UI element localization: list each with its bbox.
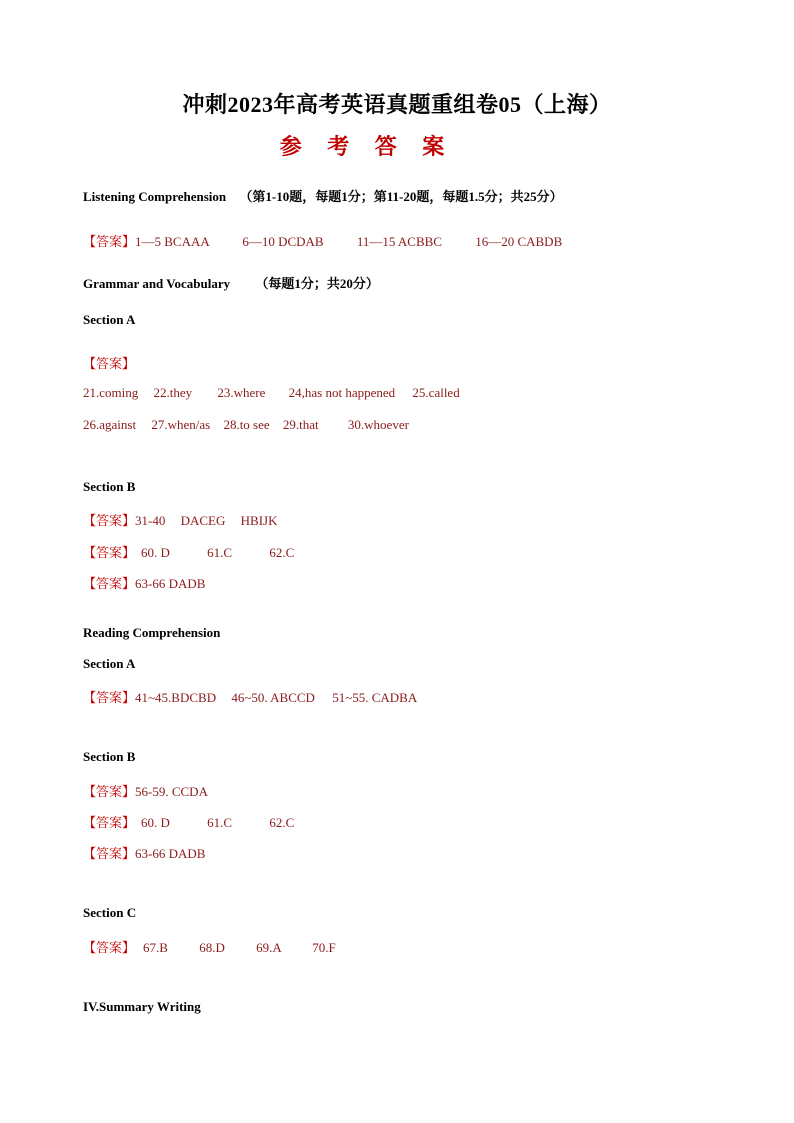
grammar-section-a-heading: Section A <box>83 312 136 327</box>
reading-section-a-answers <box>83 687 417 706</box>
reading-section-a-heading: Section A <box>83 656 136 671</box>
reading-answer: 68.D <box>199 940 225 955</box>
reading-answer: 63-66 DADB <box>135 846 206 861</box>
reading-section-c-heading: Section C <box>83 905 137 920</box>
grammar-section-b-answer2 <box>83 542 294 561</box>
answer-tag: 【答案】 <box>83 784 136 799</box>
grammar-section-a-row1 <box>83 385 460 401</box>
reading-answer: 56-59. CCDA <box>135 784 208 799</box>
reading-answer: 51~55. CADBA <box>332 690 418 705</box>
blank-answer: 26.against <box>83 417 137 432</box>
grammar-section-b-answer3 <box>83 573 205 592</box>
blank-answer: 31-40 <box>135 513 166 528</box>
answer-tag: 【答案】 <box>83 846 136 861</box>
answer-tag: 【答案】 <box>83 940 136 955</box>
blank-answer: DACEG <box>180 513 226 528</box>
listening-answer: 1—5 BCAAA <box>135 234 210 249</box>
blank-answer: 28.to see <box>223 417 270 432</box>
reading-answer: 46~50. ABCCD <box>231 690 315 705</box>
blank-answer: HBIJK <box>240 513 278 528</box>
blank-answer: 24,has not happened <box>288 385 396 400</box>
reading-section-c-answers <box>83 937 336 956</box>
reading-section-b-answer1 <box>83 781 208 800</box>
listening-answers <box>83 231 562 250</box>
reading-heading: Reading Comprehension <box>83 625 221 640</box>
listening-heading <box>83 186 563 205</box>
blank-answer: 62.C <box>269 545 295 560</box>
grammar-title: Grammar and Vocabulary <box>83 276 231 291</box>
listening-answer: 16—20 CABDB <box>475 234 563 249</box>
summary-heading: IV.Summary Writing <box>83 999 201 1014</box>
answer-tag: 【答案】 <box>83 690 136 705</box>
listening-answer: 11—15 ACBBC <box>356 234 442 249</box>
grammar-heading <box>83 273 379 292</box>
listening-note: （第1-10题，每题1分；第11-20题，每题1.5分；共25分） <box>239 189 563 204</box>
grammar-section-b-heading: Section B <box>83 479 136 494</box>
page-title: 冲刺2023年高考英语真题重组卷05（上海） <box>182 92 612 117</box>
reading-answer: 70.F <box>312 940 336 955</box>
blank-answer: 27.when/as <box>151 417 211 432</box>
blank-answer: 61.C <box>207 545 233 560</box>
blank-answer: 30.whoever <box>347 417 409 432</box>
grammar-section-a-tag <box>83 353 135 372</box>
grammar-note: （每题1分；共20分） <box>255 276 379 291</box>
reading-answer: 61.C <box>207 815 233 830</box>
listening-title: Listening Comprehension <box>83 189 227 204</box>
answer-tag: 【答案】 <box>83 815 136 830</box>
reading-section-b-answer3 <box>83 843 205 862</box>
blank-answer: 60. D <box>141 545 170 560</box>
answer-tag: 【答案】 <box>83 545 136 560</box>
blank-answer: 25.called <box>412 385 460 400</box>
blank-answer: 22.they <box>153 385 193 400</box>
listening-answer: 6—10 DCDAB <box>242 234 324 249</box>
grammar-section-b-answer1 <box>83 510 277 529</box>
answer-tag: 【答案】 <box>83 576 136 591</box>
blank-answer: 23.where <box>217 385 266 400</box>
blank-answer: 29.that <box>282 417 319 432</box>
reading-answer: 41~45.BDCBD <box>135 690 217 705</box>
answer-tag: 【答案】 <box>83 513 136 528</box>
reading-answer: 69.A <box>256 940 281 955</box>
answer-tag: 【答案】 <box>83 356 136 371</box>
blank-answer: 63-66 DADB <box>135 576 206 591</box>
reading-answer: 67.B <box>143 940 168 955</box>
grammar-section-a-row2 <box>83 417 409 433</box>
page-subtitle: 参 考 答 案 <box>279 134 455 159</box>
reading-section-b-answer2 <box>83 812 294 831</box>
reading-answer: 60. D <box>141 815 170 830</box>
reading-answer: 62.C <box>269 815 295 830</box>
answer-tag: 【答案】 <box>83 234 136 249</box>
reading-section-b-heading: Section B <box>83 749 136 764</box>
blank-answer: 21.coming <box>83 385 139 400</box>
